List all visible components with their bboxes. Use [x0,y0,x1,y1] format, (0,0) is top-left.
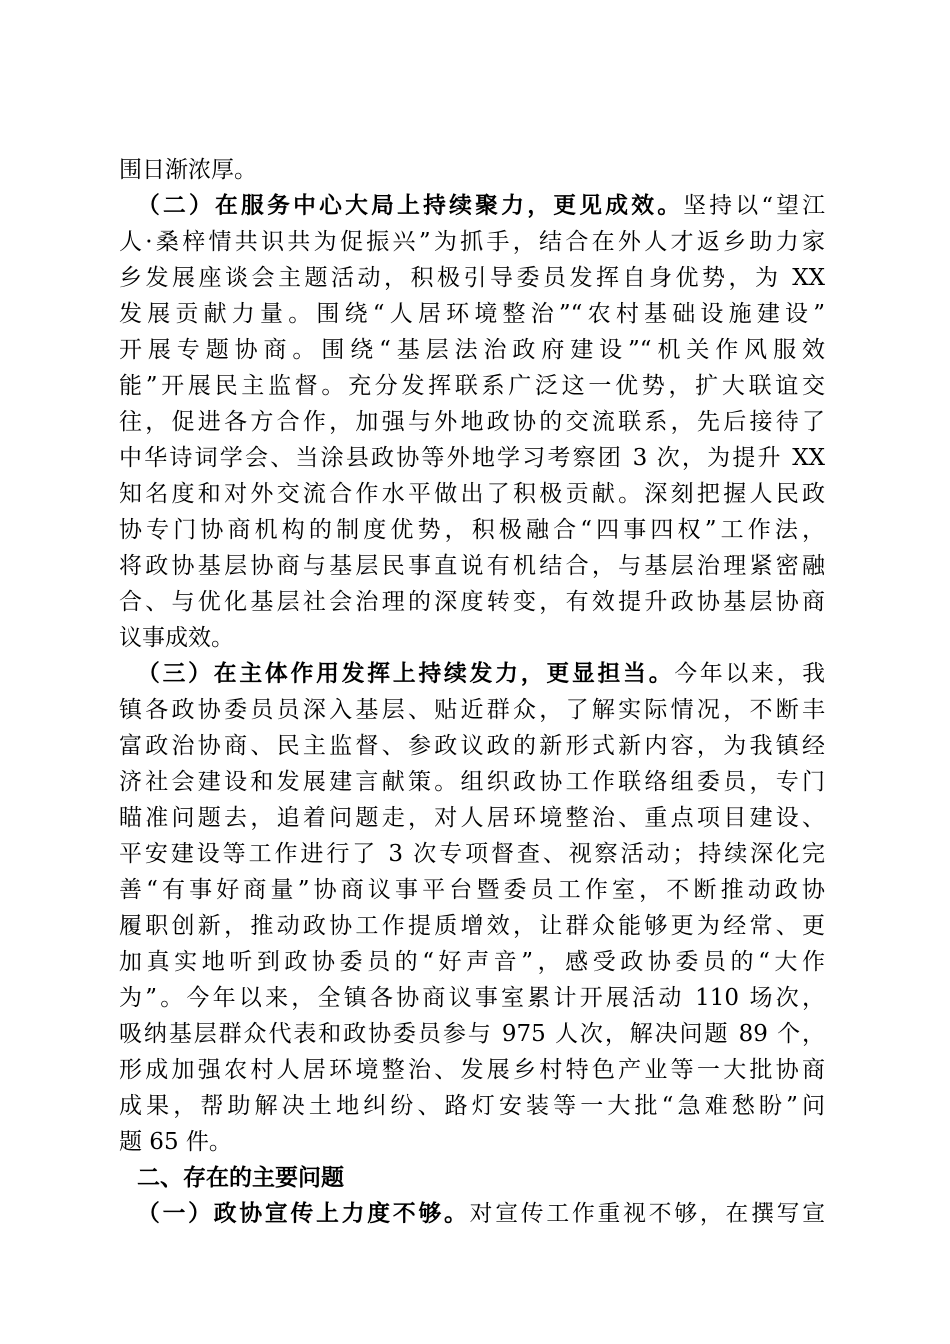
paragraph-line: 善“有事好商量”协商议事平台暨委员工作室，不断推动政协 [119,877,825,903]
subheading-text: （二）在服务中心大局上持续聚力，更见成效。 [137,193,684,219]
paragraph-line: 中华诗词学会、当涂县政协等外地学习考察团 3 次，为提升 XX [119,445,825,471]
paragraph-line: 富政治协商、民主监督、参政议政的新形式新内容，为我镇经 [119,733,825,759]
paragraph-line: 议事成效。 [119,625,234,651]
paragraph-line: 协专门协商机构的制度优势，积极融合“四事四权”工作法， [119,517,825,543]
paragraph-line: 瞄准问题去，追着问题走，对人居环境整治、重点项目建设、 [119,805,825,831]
paragraph-line: 人·桑梓情共识共为促振兴”为抓手，结合在外人才返乡助力家 [119,229,825,255]
paragraph-line: 平安建设等工作进行了 3 次专项督查、视察活动；持续深化完 [119,841,825,867]
paragraph-line: 围日渐浓厚。 [119,157,257,183]
paragraph-line: 发展贡献力量。围绕“人居环境整治”“农村基础设施建设” [119,301,825,327]
subheading-text: （三）在主体作用发挥上持续发力，更显担当。 [137,661,675,687]
paragraph-line: 形成加强农村人居环境整治、发展乡村特色产业等一大批协商 [119,1057,825,1083]
paragraph-line: 乡发展座谈会主题活动，积极引导委员发挥自身优势，为 XX [119,265,825,291]
paragraph-line: 加真实地听到政协委员的“好声音”，感受政协委员的“大作 [119,949,825,975]
paragraph-line: 能”开展民主监督。充分发挥联系广泛这一优势，扩大联谊交 [119,373,825,399]
paragraph-line: 知名度和对外交流合作水平做出了积极贡献。深刻把握人民政 [119,481,825,507]
paragraph-line: 开展专题协商。围绕“基层法治政府建设”“机关作风服效 [119,337,825,363]
paragraph-line: （三）在主体作用发挥上持续发力，更显担当。今年以来，我 [137,661,826,687]
paragraph-line: 为”。今年以来，全镇各协商议事室累计开展活动 110 场次， [119,985,825,1011]
paragraph-line: （一）政协宣传上力度不够。对宣传工作重视不够，在撰写宣 [137,1201,825,1227]
paragraph-line: 成果，帮助解决土地纠纷、路灯安装等一大批“急难愁盼”问 [119,1093,825,1119]
paragraph-line: 济社会建设和发展建言献策。组织政协工作联络组委员，专门 [119,769,825,795]
paragraph-line: 题 65 件。 [119,1129,232,1155]
subheading-text: （一）政协宣传上力度不够。 [137,1201,470,1227]
paragraph-line: 履职创新，推动政协工作提质增效，让群众能够更为经常、更 [119,913,825,939]
paragraph-line: 往，促进各方合作，加强与外地政协的交流联系，先后接待了 [119,409,825,435]
paragraph-line: 将政协基层协商与基层民事直说有机结合，与基层治理紧密融 [119,553,825,579]
paragraph-line: 合、与优化基层社会治理的深度转变，有效提升政协基层协商 [119,589,825,615]
paragraph-line: 镇各政协委员员深入基层、贴近群众，了解实际情况，不断丰 [119,697,825,723]
paragraph-line: （二）在服务中心大局上持续聚力，更见成效。坚持以“望江 [137,193,825,219]
section-heading: 二、存在的主要问题 [137,1165,344,1191]
paragraph-line: 吸纳基层群众代表和政协委员参与 975 人次，解决问题 89 个， [119,1021,825,1047]
